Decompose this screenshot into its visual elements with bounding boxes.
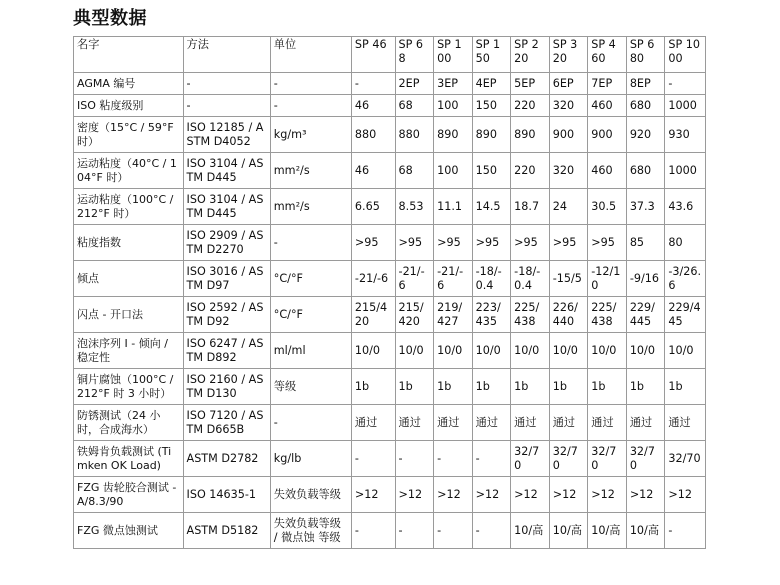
value-cell: 32/70 <box>511 441 550 477</box>
row-label-cell: 密度（15°C / 59°F 时） <box>74 117 184 153</box>
value-cell: 32/70 <box>626 441 665 477</box>
value-cell: 1b <box>588 369 627 405</box>
table-row <box>74 513 706 549</box>
value-cell: 219/427 <box>434 297 473 333</box>
method-cell: ASTM D5182 <box>183 513 270 549</box>
value-cell: 通过 <box>351 405 395 441</box>
value-cell: 1b <box>549 369 588 405</box>
column-header: SP 150 <box>472 37 511 73</box>
value-cell: >95 <box>351 225 395 261</box>
value-cell: 7EP <box>588 73 627 95</box>
unit-cell: 失效负载等级 / 微点蚀 等级 <box>270 513 351 549</box>
value-cell: 215/420 <box>395 297 434 333</box>
table-row <box>74 405 706 441</box>
value-cell: 10/0 <box>511 333 550 369</box>
value-cell: - <box>434 513 473 549</box>
column-header: SP 460 <box>588 37 627 73</box>
column-header: SP 46 <box>351 37 395 73</box>
value-cell: >12 <box>588 477 627 513</box>
value-cell: 68 <box>395 153 434 189</box>
row-label-cell: 闪点 - 开口法 <box>74 297 184 333</box>
method-cell: ISO 3016 / ASTM D97 <box>183 261 270 297</box>
value-cell: -18/-0.4 <box>511 261 550 297</box>
method-cell: ISO 12185 / ASTM D4052 <box>183 117 270 153</box>
value-cell: 8.53 <box>395 189 434 225</box>
unit-cell: - <box>270 225 351 261</box>
value-cell: - <box>434 441 473 477</box>
value-cell: 32/70 <box>665 441 706 477</box>
value-cell: 215/420 <box>351 297 395 333</box>
method-cell: ASTM D2782 <box>183 441 270 477</box>
value-cell: 1b <box>665 369 706 405</box>
value-cell: >12 <box>472 477 511 513</box>
value-cell: 150 <box>472 95 511 117</box>
method-cell: ISO 2592 / ASTM D92 <box>183 297 270 333</box>
row-label-cell: 防锈测试（24 小时，合成海水） <box>74 405 184 441</box>
value-cell: 68 <box>395 95 434 117</box>
value-cell: 1b <box>626 369 665 405</box>
column-header: 方法 <box>183 37 270 73</box>
value-cell: - <box>665 73 706 95</box>
value-cell: 10/高 <box>549 513 588 549</box>
value-cell: 320 <box>549 95 588 117</box>
row-label-cell: 运动粘度（100°C / 212°F 时） <box>74 189 184 225</box>
value-cell: 46 <box>351 153 395 189</box>
value-cell: -18/-0.4 <box>472 261 511 297</box>
value-cell: 10/0 <box>549 333 588 369</box>
value-cell: -21/-6 <box>434 261 473 297</box>
value-cell: 4EP <box>472 73 511 95</box>
column-header: SP 68 <box>395 37 434 73</box>
row-label-cell: 铜片腐蚀（100°C / 212°F 时 3 小时） <box>74 369 184 405</box>
value-cell: - <box>395 441 434 477</box>
value-cell: 30.5 <box>588 189 627 225</box>
value-cell: 1b <box>351 369 395 405</box>
unit-cell: - <box>270 73 351 95</box>
value-cell: 229/445 <box>626 297 665 333</box>
value-cell: 6.65 <box>351 189 395 225</box>
value-cell: 14.5 <box>472 189 511 225</box>
table-row <box>74 95 706 117</box>
value-cell: 通过 <box>588 405 627 441</box>
value-cell: 890 <box>472 117 511 153</box>
value-cell: 10/高 <box>626 513 665 549</box>
typical-data-table <box>73 36 706 549</box>
row-label-cell: AGMA 编号 <box>74 73 184 95</box>
value-cell: 10/0 <box>665 333 706 369</box>
value-cell: 150 <box>472 153 511 189</box>
table-row <box>74 73 706 95</box>
value-cell: 890 <box>434 117 473 153</box>
value-cell: - <box>351 513 395 549</box>
unit-cell: °C/°F <box>270 261 351 297</box>
value-cell: - <box>665 513 706 549</box>
column-header: SP 680 <box>626 37 665 73</box>
value-cell: 46 <box>351 95 395 117</box>
value-cell: 通过 <box>626 405 665 441</box>
value-cell: >95 <box>588 225 627 261</box>
value-cell: - <box>351 73 395 95</box>
table-row <box>74 261 706 297</box>
table-row <box>74 333 706 369</box>
unit-cell: - <box>270 405 351 441</box>
method-cell: ISO 7120 / ASTM D665B <box>183 405 270 441</box>
value-cell: 通过 <box>549 405 588 441</box>
value-cell: 1b <box>434 369 473 405</box>
row-label-cell: 粘度指数 <box>74 225 184 261</box>
unit-cell: kg/lb <box>270 441 351 477</box>
unit-cell: 等级 <box>270 369 351 405</box>
value-cell: >12 <box>511 477 550 513</box>
value-cell: 43.6 <box>665 189 706 225</box>
value-cell: 226/440 <box>549 297 588 333</box>
value-cell: 680 <box>626 153 665 189</box>
value-cell: >12 <box>351 477 395 513</box>
value-cell: 2EP <box>395 73 434 95</box>
page-title: 典型数据 <box>73 8 147 29</box>
value-cell: >12 <box>434 477 473 513</box>
value-cell: 460 <box>588 153 627 189</box>
value-cell: 8EP <box>626 73 665 95</box>
value-cell: 通过 <box>395 405 434 441</box>
value-cell: 3EP <box>434 73 473 95</box>
row-label-cell: 铁姆肯负载测试 (Timken OK Load) <box>74 441 184 477</box>
value-cell: >95 <box>549 225 588 261</box>
value-cell: >95 <box>511 225 550 261</box>
value-cell: >95 <box>395 225 434 261</box>
table-row <box>74 477 706 513</box>
table-row <box>74 297 706 333</box>
value-cell: -15/5 <box>549 261 588 297</box>
table-row <box>74 369 706 405</box>
table-row <box>74 153 706 189</box>
value-cell: 80 <box>665 225 706 261</box>
value-cell: - <box>472 513 511 549</box>
header-row <box>74 37 706 73</box>
unit-cell: kg/m³ <box>270 117 351 153</box>
value-cell: 通过 <box>665 405 706 441</box>
method-cell: ISO 2909 / ASTM D2270 <box>183 225 270 261</box>
unit-cell: mm²/s <box>270 189 351 225</box>
method-cell: ISO 2160 / ASTM D130 <box>183 369 270 405</box>
value-cell: 85 <box>626 225 665 261</box>
value-cell: 229/445 <box>665 297 706 333</box>
row-label-cell: 运动粘度（40°C / 104°F 时） <box>74 153 184 189</box>
unit-cell: ml/ml <box>270 333 351 369</box>
value-cell: 930 <box>665 117 706 153</box>
value-cell: 1000 <box>665 153 706 189</box>
value-cell: 225/438 <box>588 297 627 333</box>
value-cell: 223/435 <box>472 297 511 333</box>
value-cell: -3/26.6 <box>665 261 706 297</box>
value-cell: 900 <box>588 117 627 153</box>
value-cell: 10/0 <box>395 333 434 369</box>
value-cell: 1b <box>511 369 550 405</box>
value-cell: 通过 <box>472 405 511 441</box>
value-cell: 通过 <box>511 405 550 441</box>
value-cell: 24 <box>549 189 588 225</box>
value-cell: 通过 <box>434 405 473 441</box>
value-cell: >95 <box>472 225 511 261</box>
method-cell: ISO 3104 / ASTM D445 <box>183 153 270 189</box>
value-cell: -9/16 <box>626 261 665 297</box>
value-cell: 220 <box>511 153 550 189</box>
value-cell: -12/10 <box>588 261 627 297</box>
value-cell: -21/-6 <box>351 261 395 297</box>
method-cell: ISO 14635-1 <box>183 477 270 513</box>
value-cell: 10/0 <box>588 333 627 369</box>
value-cell: 32/70 <box>588 441 627 477</box>
column-header: 名字 <box>74 37 184 73</box>
unit-cell: °C/°F <box>270 297 351 333</box>
row-label-cell: ISO 粘度级别 <box>74 95 184 117</box>
value-cell: 32/70 <box>549 441 588 477</box>
value-cell: 10/0 <box>434 333 473 369</box>
value-cell: -21/-6 <box>395 261 434 297</box>
value-cell: 18.7 <box>511 189 550 225</box>
value-cell: 680 <box>626 95 665 117</box>
table-row <box>74 189 706 225</box>
column-header: SP 100 <box>434 37 473 73</box>
value-cell: 10/0 <box>626 333 665 369</box>
unit-cell: - <box>270 95 351 117</box>
value-cell: 10/0 <box>472 333 511 369</box>
value-cell: 11.1 <box>434 189 473 225</box>
value-cell: 890 <box>511 117 550 153</box>
unit-cell: mm²/s <box>270 153 351 189</box>
method-cell: ISO 3104 / ASTM D445 <box>183 189 270 225</box>
method-cell: ISO 6247 / ASTM D892 <box>183 333 270 369</box>
column-header: SP 220 <box>511 37 550 73</box>
value-cell: >95 <box>434 225 473 261</box>
value-cell: - <box>395 513 434 549</box>
value-cell: 100 <box>434 95 473 117</box>
value-cell: 460 <box>588 95 627 117</box>
value-cell: >12 <box>665 477 706 513</box>
value-cell: 920 <box>626 117 665 153</box>
value-cell: 225/438 <box>511 297 550 333</box>
unit-cell: 失效负载等级 <box>270 477 351 513</box>
column-header: SP 320 <box>549 37 588 73</box>
value-cell: 5EP <box>511 73 550 95</box>
value-cell: 320 <box>549 153 588 189</box>
table-row <box>74 225 706 261</box>
value-cell: - <box>472 441 511 477</box>
column-header: SP 1000 <box>665 37 706 73</box>
row-label-cell: FZG 齿轮胶合测试 - A/8.3/90 <box>74 477 184 513</box>
value-cell: >12 <box>626 477 665 513</box>
table-row <box>74 441 706 477</box>
value-cell: 37.3 <box>626 189 665 225</box>
value-cell: 100 <box>434 153 473 189</box>
value-cell: 10/高 <box>588 513 627 549</box>
row-label-cell: 倾点 <box>74 261 184 297</box>
value-cell: >12 <box>395 477 434 513</box>
row-label-cell: FZG 微点蚀测试 <box>74 513 184 549</box>
value-cell: 880 <box>395 117 434 153</box>
value-cell: 10/高 <box>511 513 550 549</box>
method-cell: - <box>183 95 270 117</box>
table-row <box>74 117 706 153</box>
row-label-cell: 泡沫序列 I - 倾向 / 稳定性 <box>74 333 184 369</box>
value-cell: 900 <box>549 117 588 153</box>
value-cell: 880 <box>351 117 395 153</box>
value-cell: 1b <box>472 369 511 405</box>
method-cell: - <box>183 73 270 95</box>
value-cell: >12 <box>549 477 588 513</box>
value-cell: 220 <box>511 95 550 117</box>
value-cell: 1000 <box>665 95 706 117</box>
value-cell: 1b <box>395 369 434 405</box>
value-cell: 10/0 <box>351 333 395 369</box>
column-header: 单位 <box>270 37 351 73</box>
value-cell: - <box>351 441 395 477</box>
value-cell: 6EP <box>549 73 588 95</box>
